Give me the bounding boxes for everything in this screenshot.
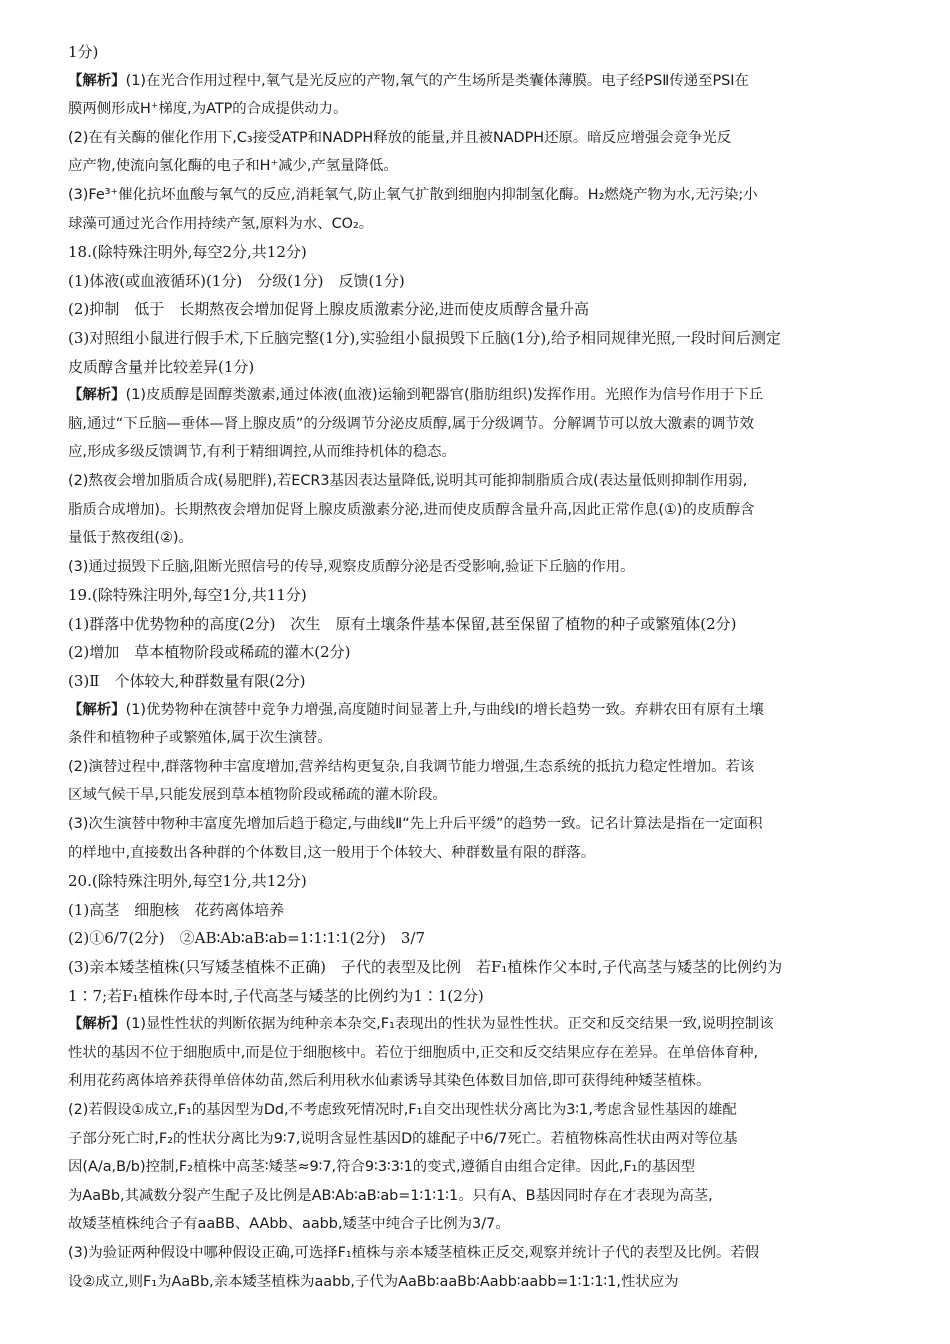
line-text: (1)体液(或血液循环)(1分) 分级(1分) 反馈(1分) (68, 271, 405, 290)
line-text: 脂质合成增加)。长期熬夜会增加促肾上腺皮质激素分泌,进而使皮质醇含量升高,因此正常作息(①)的皮质醇含 (68, 501, 755, 518)
analysis-line (66, 496, 906, 525)
analysis-line (66, 724, 906, 753)
answer-line (66, 667, 906, 696)
line-text: (3)通过损毁下丘脑,阻断光照信号的传导,观察皮质醇分泌是否受影响,验证下丘脑的作用。 (68, 558, 635, 575)
line-text: (2)增加 草本植物阶段或稀疏的灌木(2分) (68, 643, 351, 662)
line-text: (3)Fe³⁺催化抗坏血酸与氧气的反应,消耗氧气,防止氧气扩散到细胞内抑制氢化酶。H₂燃烧产物为水,无污染;小 (68, 186, 758, 203)
analysis-tag: 【解析】 (68, 387, 126, 404)
question-header (66, 581, 906, 610)
analysis-line (66, 1210, 906, 1239)
line-text: (3)对照组小鼠进行假手术,下丘脑完整(1分),实验组小鼠损毁下丘脑(1分),给予相同规律光照,一段时间后测定 (68, 328, 781, 347)
analysis-line (66, 1182, 906, 1211)
line-text: 量低于熬夜组(②)。 (68, 530, 193, 547)
analysis-line (66, 410, 906, 439)
line-text: (2)演替过程中,群落物种丰富度增加,营养结构更复杂,自我调节能力增强,生态系统的抵抗力稳定性增加。若该 (68, 758, 755, 775)
line-text: (1)显性性状的判断依据为纯种亲本杂交,F₁表现出的性状为显性性状。正交和反交结果一致,说明控制该 (125, 1016, 774, 1033)
line-text: 18.(除特殊注明外,每空2分,共12分) (68, 243, 307, 262)
line-text: (1)优势物种在演替中竞争力增强,高度随时间显著上升,与曲线Ⅰ的增长趋势一致。弃耕农田有原有土壤 (125, 701, 764, 718)
line-text: 皮质醇含量并比较差异(1分) (68, 357, 255, 376)
line-text: (2)熬夜会增加脂质合成(易肥胖),若ECR3基因表达量降低,说明其可能抑制脂质合成(表达量低则抑制作用弱, (68, 472, 748, 489)
line-text: (1)在光合作用过程中,氧气是光反应的产物,氧气的产生场所是类囊体薄膜。电子经PSⅡ传递至PSⅠ在 (125, 72, 749, 89)
line-text: 子部分死亡时,F₂的性状分离比为9∶7,说明含显性基因D的雄配子中6/7死亡。若植物株高性状由两对等位基 (68, 1130, 738, 1147)
answer-line (66, 924, 906, 953)
line-text: 20.(除特殊注明外,每空1分,共12分) (68, 872, 307, 891)
line-text: 膜两侧形成H⁺梯度,为ATP的合成提供动力。 (68, 101, 348, 118)
line-text: 为AaBb,其减数分裂产生配子及比例是AB∶Ab∶aB∶ab=1∶1∶1∶1。只有A、B基因同时存在才表现为高茎, (68, 1187, 713, 1204)
line-text: (3)亲本矮茎植株(只写矮茎植株不正确) 子代的表型及比例 若F₁植株作父本时,子代高茎与矮茎的比例约为 (68, 958, 783, 976)
question-header (66, 867, 906, 896)
line-text: (2)若假设①成立,F₁的基因型为Dd,不考虑致死情况时,F₁自交出现性状分离比为3∶1,考虑含显性基因的雄配 (68, 1101, 737, 1118)
analysis-line (66, 524, 906, 553)
analysis-tag: 【解析】 (68, 72, 126, 89)
answer-line (66, 610, 906, 639)
line-text: (2)抑制 低于 长期熬夜会增加促肾上腺皮质激素分泌,进而使皮质醇含量升高 (68, 300, 590, 319)
analysis-line (66, 1010, 906, 1039)
analysis-line (66, 1239, 906, 1268)
analysis-line (66, 781, 906, 810)
analysis-line (66, 1096, 906, 1125)
analysis-line (66, 124, 906, 153)
analysis-line (66, 438, 906, 467)
analysis-tag: 【解析】 (68, 1016, 126, 1033)
line-text: 球藻可通过光合作用持续产氢,原料为水、CO₂。 (68, 215, 374, 232)
line-text: (1)高茎 细胞核 花药离体培养 (68, 900, 285, 919)
analysis-line (66, 210, 906, 239)
analysis-line (66, 1039, 906, 1068)
answer-line (66, 953, 906, 982)
answer-line (66, 638, 906, 667)
answer-line (66, 295, 906, 324)
analysis-line (66, 1067, 906, 1096)
analysis-line (66, 553, 906, 582)
answer-line (66, 896, 906, 925)
question-header (66, 238, 906, 267)
line-text: 设②成立,则F₁为AaBb,亲本矮茎植株为aabb,子代为AaBb∶aaBb∶Aabb∶aabb=1∶1∶1∶1,性状应为 (68, 1273, 679, 1290)
line-text: (1)群落中优势物种的高度(2分) 次生 原有土壤条件基本保留,甚至保留了植物的种子或繁殖体(2分) (68, 614, 737, 633)
line-text: 应产物,使流向氢化酶的电子和H⁺减少,产氢量降低。 (68, 158, 398, 175)
analysis-line (66, 95, 906, 124)
line-text: 的样地中,直接数出各种群的个体数目,这一般用于个体较大、种群数量有限的群落。 (68, 844, 596, 861)
analysis-line (66, 1153, 906, 1182)
line-text: (2)①6/7(2分) ②AB∶Ab∶aB∶ab=1∶1∶1∶1(2分) 3/7 (68, 929, 425, 948)
line-text: 19.(除特殊注明外,每空1分,共11分) (68, 586, 307, 605)
line-text: (3)为验证两种假设中哪种假设正确,可选择F₁植株与亲本矮茎植株正反交,观察并统计子代的表型及比例。若假 (68, 1244, 760, 1261)
analysis-line (66, 1268, 906, 1297)
line-text: (3)Ⅱ 个体较大,种群数量有限(2分) (68, 672, 306, 691)
analysis-line (66, 810, 906, 839)
answer-line (66, 982, 906, 1011)
line-text: 脑,通过“下丘脑—垂体—肾上腺皮质”的分级调节分泌皮质醇,属于分级调节。分解调节可以放大激素的调节效 (68, 415, 755, 432)
line-text: 1分) (68, 43, 99, 61)
analysis-line (66, 67, 906, 96)
line-text: (1)皮质醇是固醇类激素,通过体液(血液)运输到靶器官(脂肪组织)发挥作用。光照作为信号作用于下丘 (125, 387, 764, 404)
answer-line (66, 353, 906, 382)
analysis-line (66, 38, 906, 67)
analysis-line (66, 1125, 906, 1154)
line-text: 性状的基因不位于细胞质中,而是位于细胞核中。若位于细胞质中,正交和反交结果应存在差异。在单倍体育种, (68, 1044, 759, 1061)
analysis-line (66, 467, 906, 496)
line-text: 应,形成多级反馈调节,有利于精细调控,从而维持机体的稳态。 (68, 444, 456, 461)
analysis-line (66, 181, 906, 210)
line-text: (3)次生演替中物种丰富度先增加后趋于稳定,与曲线Ⅱ“先上升后平缓”的趋势一致。记名计算法是指在一定面积 (68, 816, 763, 833)
analysis-line (66, 753, 906, 782)
analysis-line (66, 152, 906, 181)
answer-line (66, 324, 906, 353)
answer-line (66, 267, 906, 296)
analysis-line (66, 839, 906, 868)
analysis-line (66, 696, 906, 725)
line-text: 利用花药离体培养获得单倍体幼苗,然后利用秋水仙素诱导其染色体数目加倍,即可获得纯种矮茎植株。 (68, 1073, 711, 1090)
line-text: (2)在有关酶的催化作用下,C₃接受ATP和NADPH释放的能量,并且被NADPH还原。暗反应增强会竞争光反 (68, 129, 732, 146)
line-text: 区域气候干旱,只能发展到草本植物阶段或稀疏的灌木阶段。 (68, 787, 447, 804)
line-text: 故矮茎植株纯合子有aaBB、AAbb、aabb,矮茎中纯合子比例为3/7。 (68, 1216, 510, 1233)
analysis-tag: 【解析】 (68, 701, 126, 718)
line-text: 因(A/a,B/b)控制,F₂植株中高茎∶矮茎≈9∶7,符合9∶3∶3∶1的变式,遵循自由组合定律。因此,F₁的基因型 (68, 1159, 695, 1176)
line-text: 条件和植物种子或繁殖体,属于次生演替。 (68, 730, 332, 747)
line-text: 1∶7;若F₁植株作母本时,子代高茎与矮茎的比例约为1∶1(2分) (68, 986, 484, 1005)
analysis-line (66, 381, 906, 410)
